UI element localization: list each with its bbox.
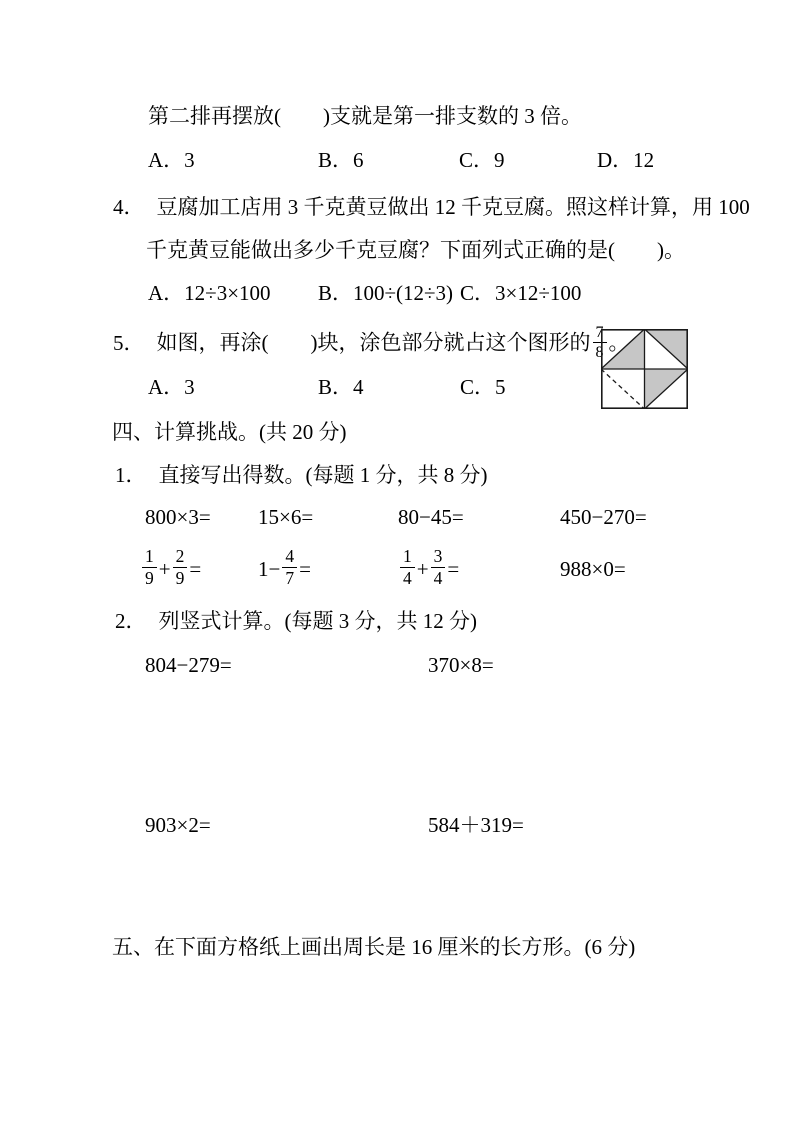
item2-number: 2．: [115, 609, 147, 633]
numerator: 4: [282, 547, 297, 568]
denominator: 9: [175, 567, 185, 588]
expr-988x0: 988×0=: [560, 556, 626, 581]
fraction-3-4: [431, 547, 446, 588]
q5-option-b: B．4: [318, 375, 364, 399]
plus-sign: +: [416, 556, 429, 581]
fraction-expr-3: [398, 543, 459, 595]
item1-number: 1．: [115, 463, 147, 487]
equals-sign: =: [299, 556, 311, 581]
denominator: 7: [285, 567, 295, 588]
section4-item2: [115, 608, 477, 634]
denominator: 4: [433, 567, 443, 588]
numerator: 1: [400, 547, 415, 568]
q4-line2: 千克黄豆能做出多少千克豆腐？下面列式正确的是( )。: [146, 238, 685, 262]
q5-figure-svg: [601, 329, 688, 409]
q5-stem-text: 如图，再涂( )块，涂色部分就占这个图形的: [156, 330, 591, 355]
vertical-expr-2: 370×8=: [428, 653, 494, 677]
q4-option-b: B．100÷(12÷3): [318, 281, 454, 305]
q3-option-c: C．9: [459, 148, 505, 172]
fraction-1-4: [400, 547, 415, 588]
q5-option-a: A．3: [148, 375, 195, 399]
item1-text: 直接写出得数。(每题 1 分，共 8 分): [158, 463, 488, 487]
q4-option-a: A．12÷3×100: [148, 281, 271, 305]
q4-line1: [113, 194, 750, 220]
section4-item1: [115, 462, 488, 488]
fraction-expr-4: [560, 543, 626, 595]
numerator: 3: [431, 547, 446, 568]
q3-option-b: B．6: [318, 148, 364, 172]
vertical-expr-1: 804−279=: [145, 653, 232, 677]
q4-line1-text: 豆腐加工店用 3 千克黄豆做出 12 千克豆腐。照这样计算，用 100: [156, 195, 750, 219]
vertical-expr-3: 903×2=: [145, 813, 211, 837]
section5-heading: 五、在下面方格纸上画出周长是 16 厘米的长方形。(6 分): [112, 935, 636, 959]
diagonal-bottom-left-dashed: [601, 369, 645, 409]
fraction-2-9: [173, 547, 188, 588]
q3-option-d: D．12: [597, 148, 655, 172]
q5-fraction-numerator: 7: [593, 324, 607, 343]
q5-figure: [601, 329, 688, 409]
q5-option-c: C．5: [460, 375, 506, 399]
denominator: 4: [403, 567, 412, 588]
oral-expr-3: 80−45=: [398, 505, 464, 529]
numerator: 2: [173, 547, 188, 568]
q4-option-c: C．3×12÷100: [460, 281, 582, 305]
fraction-4-7: [282, 547, 297, 588]
equals-sign: =: [447, 556, 460, 581]
fraction-expr-1: [140, 543, 201, 595]
denominator: 9: [145, 567, 154, 588]
numerator: 1: [142, 547, 157, 568]
section4-heading: 四、计算挑战。(共 20 分): [112, 420, 347, 444]
q5-number: 5．: [113, 330, 145, 355]
oral-expr-4: 450−270=: [560, 505, 647, 529]
q3-stem: 第二排再摆放( )支就是第一排支数的 3 倍。: [148, 104, 582, 128]
fraction-1-9: [142, 547, 157, 588]
one-minus: 1−: [258, 556, 281, 581]
q5-stem-period: 。: [608, 330, 630, 355]
q4-number: 4．: [113, 195, 145, 219]
plus-sign: +: [158, 556, 171, 581]
q5-fraction-denominator: 8: [595, 344, 604, 362]
oral-expr-1: 800×3=: [145, 505, 211, 529]
vertical-expr-4: 584＋319=: [428, 813, 524, 837]
q5-stem: [113, 326, 630, 364]
item2-text: 列竖式计算。(每题 3 分，共 12 分): [158, 609, 477, 633]
equals-sign: =: [189, 556, 202, 581]
q3-option-a: A．3: [148, 148, 195, 172]
fraction-expr-2: [258, 543, 311, 595]
oral-expr-2: 15×6=: [258, 505, 314, 529]
